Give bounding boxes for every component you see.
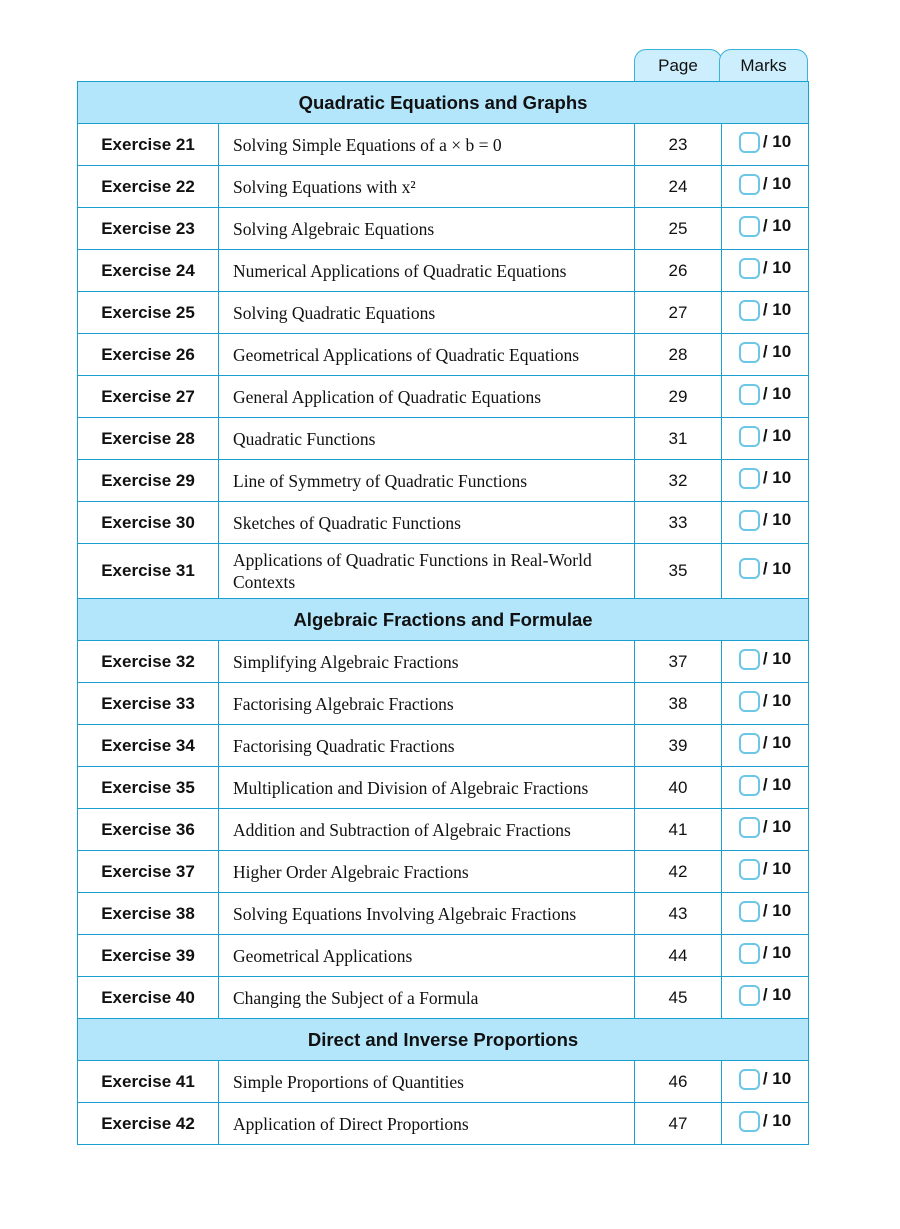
mark-entry-box[interactable] bbox=[739, 174, 760, 195]
section-header bbox=[78, 1019, 809, 1061]
exercise-title: Quadratic Functions bbox=[219, 418, 635, 460]
exercise-title: Multiplication and Division of Algebraic Fractions bbox=[219, 767, 635, 809]
exercise-title: Addition and Subtraction of Algebraic Fractions bbox=[219, 809, 635, 851]
marks-out-of: / 10 bbox=[762, 174, 792, 193]
exercise-number: Exercise 22 bbox=[78, 166, 219, 208]
page-number: 38 bbox=[635, 683, 722, 725]
marks-out-of: / 10 bbox=[762, 468, 792, 487]
page-number: 24 bbox=[635, 166, 722, 208]
marks-cell bbox=[722, 208, 809, 250]
marks-cell bbox=[722, 292, 809, 334]
table-row bbox=[78, 767, 809, 809]
marks-out-of: / 10 bbox=[762, 426, 792, 445]
exercise-number: Exercise 21 bbox=[78, 124, 219, 166]
exercise-title: Solving Algebraic Equations bbox=[219, 208, 635, 250]
table-row bbox=[78, 418, 809, 460]
marks-cell bbox=[722, 809, 809, 851]
marks-cell bbox=[722, 334, 809, 376]
mark-entry-box[interactable] bbox=[739, 943, 760, 964]
exercise-number: Exercise 34 bbox=[78, 725, 219, 767]
mark-entry-box[interactable] bbox=[739, 1069, 760, 1090]
exercise-title: Application of Direct Proportions bbox=[219, 1103, 635, 1145]
marks-out-of: / 10 bbox=[762, 775, 792, 794]
exercise-number: Exercise 37 bbox=[78, 851, 219, 893]
table-row bbox=[78, 292, 809, 334]
page-number: 45 bbox=[635, 977, 722, 1019]
exercise-number: Exercise 28 bbox=[78, 418, 219, 460]
marks-cell bbox=[722, 851, 809, 893]
mark-entry-box[interactable] bbox=[739, 649, 760, 670]
page-number: 47 bbox=[635, 1103, 722, 1145]
table-row bbox=[78, 641, 809, 683]
mark-entry-box[interactable] bbox=[739, 258, 760, 279]
marks-out-of: / 10 bbox=[762, 733, 792, 752]
table-row bbox=[78, 893, 809, 935]
table-row bbox=[78, 166, 809, 208]
mark-entry-box[interactable] bbox=[739, 342, 760, 363]
exercise-title: Sketches of Quadratic Functions bbox=[219, 502, 635, 544]
exercise-title: Solving Quadratic Equations bbox=[219, 292, 635, 334]
exercise-title: Geometrical Applications of Quadratic Equations bbox=[219, 334, 635, 376]
mark-entry-box[interactable] bbox=[739, 817, 760, 838]
marks-out-of: / 10 bbox=[762, 258, 792, 277]
exercise-number: Exercise 32 bbox=[78, 641, 219, 683]
marks-out-of: / 10 bbox=[762, 901, 792, 920]
mark-entry-box[interactable] bbox=[739, 426, 760, 447]
exercise-title: Geometrical Applications bbox=[219, 935, 635, 977]
page-number: 29 bbox=[635, 376, 722, 418]
mark-entry-box[interactable] bbox=[739, 1111, 760, 1132]
marks-cell bbox=[722, 166, 809, 208]
marks-out-of: / 10 bbox=[762, 384, 792, 403]
page-number: 28 bbox=[635, 334, 722, 376]
marks-cell bbox=[722, 502, 809, 544]
mark-entry-box[interactable] bbox=[739, 300, 760, 321]
marks-out-of: / 10 bbox=[762, 943, 792, 962]
exercise-number: Exercise 27 bbox=[78, 376, 219, 418]
table-row bbox=[78, 809, 809, 851]
mark-entry-box[interactable] bbox=[739, 985, 760, 1006]
page-number: 44 bbox=[635, 935, 722, 977]
page-number: 27 bbox=[635, 292, 722, 334]
exercise-number: Exercise 36 bbox=[78, 809, 219, 851]
page-number: 37 bbox=[635, 641, 722, 683]
exercise-number: Exercise 35 bbox=[78, 767, 219, 809]
marks-out-of: / 10 bbox=[762, 216, 792, 235]
marks-cell bbox=[722, 544, 809, 599]
marks-cell bbox=[722, 893, 809, 935]
table-row bbox=[78, 725, 809, 767]
page-number: 40 bbox=[635, 767, 722, 809]
exercise-number: Exercise 33 bbox=[78, 683, 219, 725]
exercise-number: Exercise 30 bbox=[78, 502, 219, 544]
mark-entry-box[interactable] bbox=[739, 558, 760, 579]
table-row bbox=[78, 124, 809, 166]
exercise-title: Solving Simple Equations of a × b = 0 bbox=[219, 124, 635, 166]
marks-out-of: / 10 bbox=[762, 300, 792, 319]
mark-entry-box[interactable] bbox=[739, 733, 760, 754]
exercise-number: Exercise 39 bbox=[78, 935, 219, 977]
table-row bbox=[78, 208, 809, 250]
page-number: 33 bbox=[635, 502, 722, 544]
marks-out-of: / 10 bbox=[762, 1069, 792, 1088]
exercise-title: Solving Equations Involving Algebraic Fractions bbox=[219, 893, 635, 935]
marks-out-of: / 10 bbox=[762, 691, 792, 710]
table-row bbox=[78, 250, 809, 292]
mark-entry-box[interactable] bbox=[739, 901, 760, 922]
page-number: 32 bbox=[635, 460, 722, 502]
exercise-title: General Application of Quadratic Equations bbox=[219, 376, 635, 418]
table-row bbox=[78, 334, 809, 376]
marks-cell bbox=[722, 1061, 809, 1103]
mark-entry-box[interactable] bbox=[739, 691, 760, 712]
exercise-number: Exercise 38 bbox=[78, 893, 219, 935]
marks-cell bbox=[722, 977, 809, 1019]
marks-cell bbox=[722, 767, 809, 809]
page-number: 31 bbox=[635, 418, 722, 460]
exercise-title: Solving Equations with x² bbox=[219, 166, 635, 208]
marks-cell bbox=[722, 250, 809, 292]
tab-page: Page bbox=[634, 49, 722, 81]
exercise-number: Exercise 23 bbox=[78, 208, 219, 250]
exercise-number: Exercise 25 bbox=[78, 292, 219, 334]
table-row bbox=[78, 1103, 809, 1145]
marks-cell bbox=[722, 725, 809, 767]
marks-out-of: / 10 bbox=[762, 649, 792, 668]
contents-table bbox=[77, 81, 809, 1145]
marks-out-of: / 10 bbox=[762, 342, 792, 361]
mark-entry-box[interactable] bbox=[739, 132, 760, 153]
marks-out-of: / 10 bbox=[762, 859, 792, 878]
table-row bbox=[78, 502, 809, 544]
section-header bbox=[78, 82, 809, 124]
section-title: Algebraic Fractions and Formulae bbox=[78, 599, 809, 641]
page-number: 43 bbox=[635, 893, 722, 935]
marks-cell bbox=[722, 460, 809, 502]
marks-cell bbox=[722, 935, 809, 977]
tab-marks: Marks bbox=[719, 49, 808, 81]
exercise-title: Applications of Quadratic Functions in Real-World Contexts bbox=[219, 544, 635, 599]
mark-entry-box[interactable] bbox=[739, 510, 760, 531]
exercise-title: Changing the Subject of a Formula bbox=[219, 977, 635, 1019]
page-number: 25 bbox=[635, 208, 722, 250]
exercise-number: Exercise 29 bbox=[78, 460, 219, 502]
mark-entry-box[interactable] bbox=[739, 775, 760, 796]
table-row bbox=[78, 683, 809, 725]
marks-cell bbox=[722, 641, 809, 683]
table-row bbox=[78, 1061, 809, 1103]
table-row bbox=[78, 977, 809, 1019]
marks-cell bbox=[722, 376, 809, 418]
exercise-title: Factorising Algebraic Fractions bbox=[219, 683, 635, 725]
page-number: 23 bbox=[635, 124, 722, 166]
marks-cell bbox=[722, 683, 809, 725]
page-number: 42 bbox=[635, 851, 722, 893]
exercise-number: Exercise 26 bbox=[78, 334, 219, 376]
exercise-number: Exercise 40 bbox=[78, 977, 219, 1019]
page-number: 41 bbox=[635, 809, 722, 851]
contents-page bbox=[77, 49, 808, 1145]
mark-entry-box[interactable] bbox=[739, 859, 760, 880]
exercise-title: Numerical Applications of Quadratic Equations bbox=[219, 250, 635, 292]
column-tabs bbox=[77, 49, 808, 81]
marks-out-of: / 10 bbox=[762, 1111, 792, 1130]
marks-out-of: / 10 bbox=[762, 558, 792, 578]
marks-out-of: / 10 bbox=[762, 510, 792, 529]
table-row bbox=[78, 851, 809, 893]
exercise-title: Factorising Quadratic Fractions bbox=[219, 725, 635, 767]
exercise-title: Simple Proportions of Quantities bbox=[219, 1061, 635, 1103]
marks-cell bbox=[722, 418, 809, 460]
table-row bbox=[78, 544, 809, 599]
marks-cell bbox=[722, 124, 809, 166]
mark-entry-box[interactable] bbox=[739, 384, 760, 405]
marks-out-of: / 10 bbox=[762, 132, 792, 151]
exercise-number: Exercise 24 bbox=[78, 250, 219, 292]
exercise-number: Exercise 31 bbox=[78, 544, 219, 599]
marks-cell bbox=[722, 1103, 809, 1145]
section-header bbox=[78, 599, 809, 641]
exercise-title: Line of Symmetry of Quadratic Functions bbox=[219, 460, 635, 502]
page-number: 35 bbox=[635, 544, 722, 599]
table-row bbox=[78, 935, 809, 977]
table-row bbox=[78, 376, 809, 418]
mark-entry-box[interactable] bbox=[739, 468, 760, 489]
exercise-number: Exercise 42 bbox=[78, 1103, 219, 1145]
page-number: 26 bbox=[635, 250, 722, 292]
mark-entry-box[interactable] bbox=[739, 216, 760, 237]
table-row bbox=[78, 460, 809, 502]
page-number: 46 bbox=[635, 1061, 722, 1103]
exercise-title: Simplifying Algebraic Fractions bbox=[219, 641, 635, 683]
exercise-title: Higher Order Algebraic Fractions bbox=[219, 851, 635, 893]
section-title: Quadratic Equations and Graphs bbox=[78, 82, 809, 124]
section-title: Direct and Inverse Proportions bbox=[78, 1019, 809, 1061]
exercise-number: Exercise 41 bbox=[78, 1061, 219, 1103]
marks-out-of: / 10 bbox=[762, 817, 792, 836]
marks-out-of: / 10 bbox=[762, 985, 792, 1004]
page-number: 39 bbox=[635, 725, 722, 767]
